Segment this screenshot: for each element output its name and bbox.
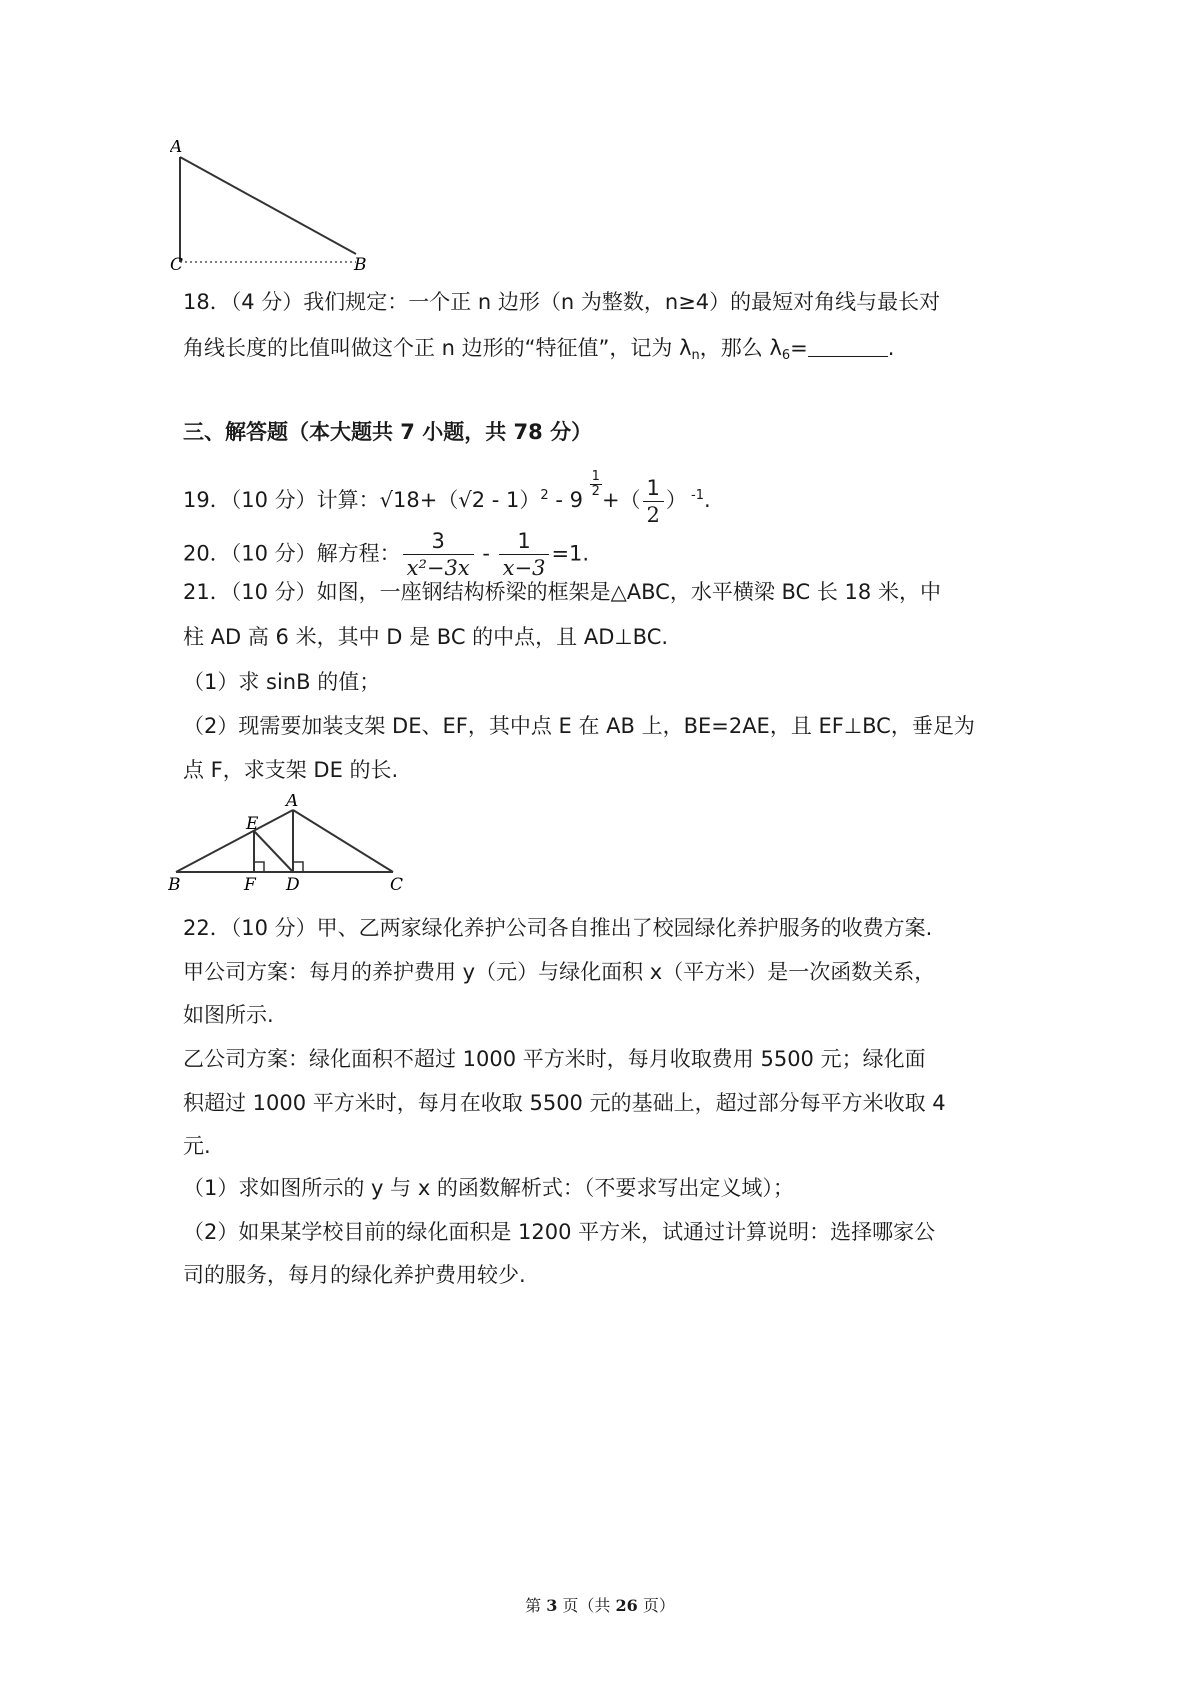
segment-ed	[254, 831, 293, 872]
q19-plus2: +（	[601, 488, 641, 512]
answer-blank[interactable]	[808, 336, 888, 357]
q21-line1: 21．（10 分）如图，一座钢结构桥梁的框架是△ABC，水平横梁 BC 长 18 米，中	[183, 580, 941, 604]
label-d: D	[286, 875, 300, 894]
q18-line1: 18．（4 分）我们规定：一个正 n 边形（n 为整数，n≥4）的最短对角线与最长对	[183, 290, 941, 314]
segment-ba	[176, 810, 293, 872]
exponent-2: 2	[540, 488, 549, 503]
q22-line7: （1）求如图所示的 y 与 x 的函数解析式：（不要求写出定义域）；	[183, 1176, 794, 1200]
page-number: 3	[546, 1596, 558, 1615]
sqrt-18: √18	[379, 488, 420, 512]
q20-line	[183, 528, 589, 581]
q19-line	[183, 470, 711, 528]
fraction-1-over-x-3	[499, 528, 550, 581]
q19-end: .	[704, 488, 711, 512]
footer-prefix: 第	[525, 1596, 547, 1615]
label-f: F	[244, 875, 256, 894]
q21-line5: 点 F，求支架 DE 的长.	[183, 758, 399, 782]
right-angle-f	[254, 862, 264, 872]
fraction1-denominator: x²−3x	[406, 556, 470, 580]
fraction1-numerator: 3	[403, 528, 474, 555]
label-a: A	[170, 140, 183, 157]
fraction2-denominator: x−3	[502, 556, 546, 580]
q21-line3: （1）求 sinB 的值；	[183, 670, 381, 694]
segment-ac	[293, 810, 393, 872]
q19-prefix: 19．（10 分）计算：	[183, 488, 380, 512]
page-footer	[0, 1593, 1200, 1616]
q20-end: =1.	[551, 541, 590, 566]
label-a: A	[286, 794, 299, 811]
footer-suffix: 页）	[637, 1596, 675, 1615]
footer-mid: 页（共	[557, 1596, 616, 1615]
q19-minus9: - 9	[548, 488, 583, 512]
fraction2-numerator: 1	[499, 528, 550, 555]
fraction-one-half	[643, 475, 664, 528]
q22-line8: （2）如果某学校目前的绿化面积是 1200 平方米，试通过计算说明：选择哪家公	[183, 1220, 936, 1244]
bridge-triangle-figure	[168, 794, 418, 894]
exponent-neg1: -1	[686, 488, 705, 503]
half-numerator: 1	[591, 469, 600, 484]
q18-sub-6: 6	[781, 348, 791, 363]
q21-line2: 柱 AD 高 6 米，其中 D 是 BC 的中点，且 AD⊥BC.	[183, 625, 669, 649]
triangle-abc-figure	[170, 140, 400, 300]
q19-close: ）	[665, 488, 687, 512]
fraction-denominator: 2	[646, 502, 660, 527]
q22-line2: 甲公司方案：每月的养护费用 y（元）与绿化面积 x（平方米）是一次函数关系，	[183, 960, 936, 984]
q18-equals: =	[790, 336, 808, 360]
sqrt-2: √2	[458, 488, 486, 512]
half-denominator: 2	[591, 484, 600, 499]
q20-prefix: 20．（10 分）解方程：	[183, 541, 401, 566]
q22-line6: 元.	[183, 1134, 211, 1158]
label-b: B	[168, 875, 181, 894]
q22-line5: 积超过 1000 平方米时，每月在收取 5500 元的基础上，超过部分每平方米收取 4	[183, 1091, 946, 1115]
q18-period: .	[887, 336, 895, 360]
total-pages: 26	[615, 1596, 638, 1615]
right-angle-d	[293, 862, 303, 872]
label-c: C	[390, 875, 404, 894]
q22-line4: 乙公司方案：绿化面积不超过 1000 平方米时，每月收取费用 5500 元；绿化面	[183, 1047, 926, 1071]
q18-line2	[183, 333, 894, 363]
label-b: B	[354, 255, 367, 275]
q20-minus: -	[475, 541, 497, 566]
q19-plus: +（	[419, 488, 459, 512]
fraction-3-over-x2-3x	[403, 528, 474, 581]
q18-sub-n: n	[691, 348, 700, 363]
segment-ab	[180, 157, 356, 254]
q18-line2-text: 角线长度的比值叫做这个正 n 边形的“特征值”，记为 λ	[183, 336, 692, 360]
q18-line2-text-b: ，那么 λ	[699, 336, 782, 360]
q22-line3: 如图所示.	[183, 1003, 274, 1027]
label-e: E	[246, 814, 259, 834]
q22-line9: 司的服务，每月的绿化养护费用较少.	[183, 1263, 526, 1287]
q19-minus1: - 1）	[485, 488, 541, 512]
q21-line4: （2）现需要加装支架 DE、EF，其中点 E 在 AB 上，BE=2AE，且 EF⊥BC，垂足为	[183, 714, 975, 738]
exponent-half	[590, 470, 602, 499]
fraction-numerator: 1	[643, 475, 664, 502]
section-heading: 三、解答题（本大题共 7 小题，共 78 分）	[183, 420, 593, 444]
label-c: C	[170, 255, 184, 275]
q22-line1: 22．（10 分）甲、乙两家绿化养护公司各自推出了校园绿化养护服务的收费方案.	[183, 916, 933, 940]
